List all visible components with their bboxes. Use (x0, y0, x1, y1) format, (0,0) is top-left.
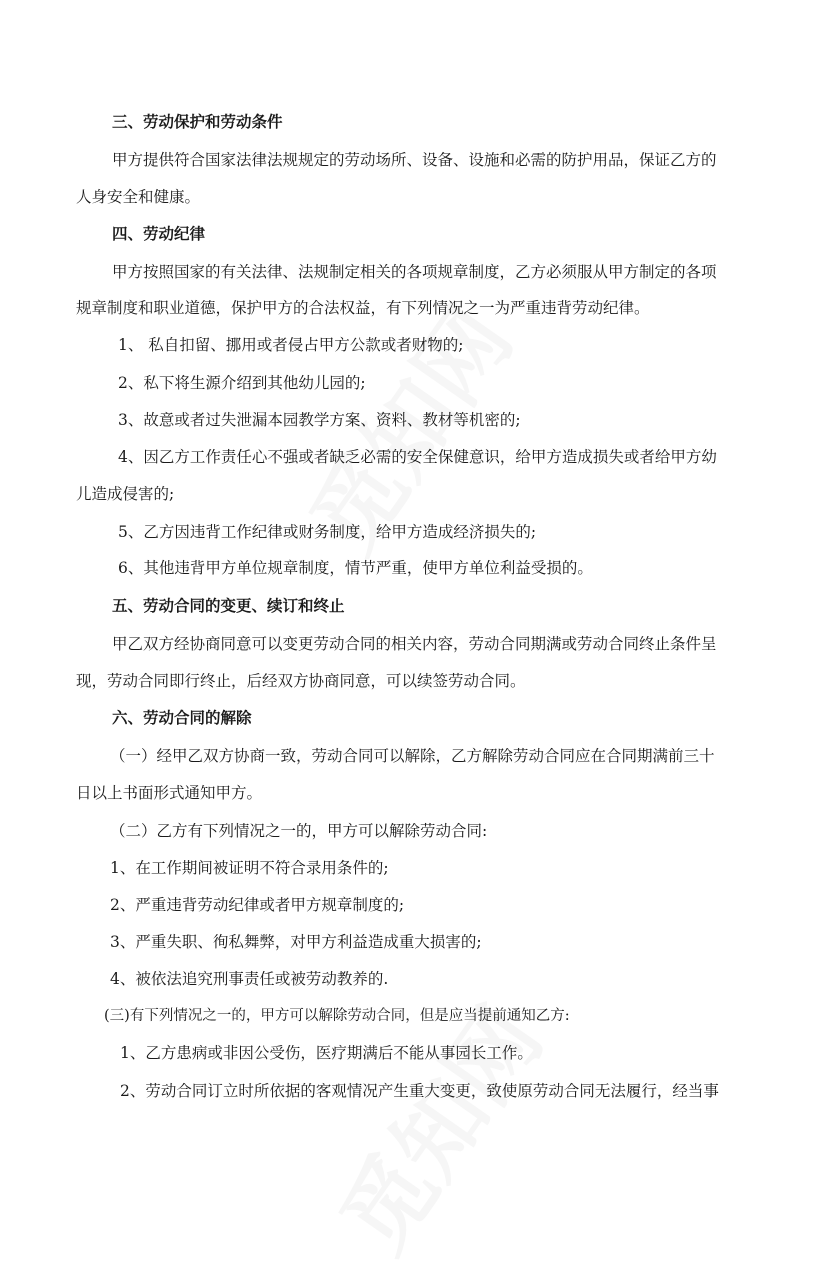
section-6-clause-2-item-3: 3、严重失职、徇私舞弊，对甲方利益造成重大损害的; (110, 933, 482, 951)
section-4-item-1: 1、 私自扣留、挪用或者侵占甲方公款或者财物的; (118, 336, 464, 354)
section-6-clause-1-line-2: 日以上书面形式通知甲方。 (76, 784, 263, 802)
section-3-paragraph-line-2: 人身安全和健康。 (76, 188, 201, 206)
section-4-item-3: 3、故意或者过失泄漏本园教学方案、资料、教材等机密的; (118, 411, 521, 429)
section-6-clause-1-line-1: （一）经甲乙双方协商一致，劳动合同可以解除，乙方解除劳动合同应在合同期满前三十 (110, 747, 715, 765)
section-5-paragraph-line-2: 现，劳动合同即行终止，后经双方协商同意，可以续签劳动合同。 (76, 672, 526, 690)
section-6-clause-3-item-2: 2、劳动合同订立时所依据的客观情况产生重大变更，致使原劳动合同无法履行，经当事 (120, 1082, 719, 1100)
section-4-item-4-line-2: 儿造成侵害的; (76, 485, 175, 503)
section-6-clause-2-item-4: 4、被依法追究刑事责任或被劳动教养的. (110, 970, 389, 988)
section-5-title: 五、劳动合同的变更、续订和终止 (112, 596, 345, 615)
section-4-item-4-line-1: 4、因乙方工作责任心不强或者缺乏必需的安全保健意识，给甲方造成损失或者给甲方幼 (118, 448, 717, 466)
section-4-title: 四、劳动纪律 (112, 224, 206, 243)
section-4-item-2: 2、私下将生源介绍到其他幼儿园的; (118, 374, 366, 392)
section-6-clause-3: (三)有下列情况之一的，甲方可以解除劳动合同，但是应当提前通知乙方: (104, 1008, 570, 1024)
section-4-item-6: 6、其他违背甲方单位规章制度，情节严重，使甲方单位利益受损的。 (118, 559, 593, 577)
section-6-clause-2-item-1: 1、在工作期间被证明不符合录用条件的; (110, 859, 389, 877)
section-4-paragraph-line-2: 规章制度和职业道德，保护甲方的合法权益，有下列情况之一为严重违背劳动纪律。 (76, 299, 650, 317)
section-5-paragraph-line-1: 甲乙双方经协商同意可以变更劳动合同的相关内容，劳动合同期满或劳动合同终止条件呈 (112, 635, 717, 653)
section-4-item-5: 5、乙方因违背工作纪律或财务制度，给甲方造成经济损失的; (118, 523, 537, 541)
section-6-clause-3-item-1: 1、乙方患病或非因公受伤，医疗期满后不能从事园长工作。 (120, 1044, 533, 1062)
section-3-paragraph-line-1: 甲方提供符合国家法律法规规定的劳动场所、设备、设施和必需的防护用品，保证乙方的 (112, 151, 717, 169)
section-6-clause-2: （二）乙方有下列情况之一的，甲方可以解除劳动合同: (110, 822, 488, 840)
section-6-title: 六、劳动合同的解除 (112, 708, 252, 727)
section-3-title: 三、劳动保护和劳动条件 (112, 112, 283, 131)
section-4-paragraph-line-1: 甲方按照国家的有关法律、法规制定相关的各项规章制度，乙方必须服从甲方制定的各项 (112, 263, 717, 281)
section-6-clause-2-item-2: 2、严重违背劳动纪律或者甲方规章制度的; (110, 896, 405, 914)
